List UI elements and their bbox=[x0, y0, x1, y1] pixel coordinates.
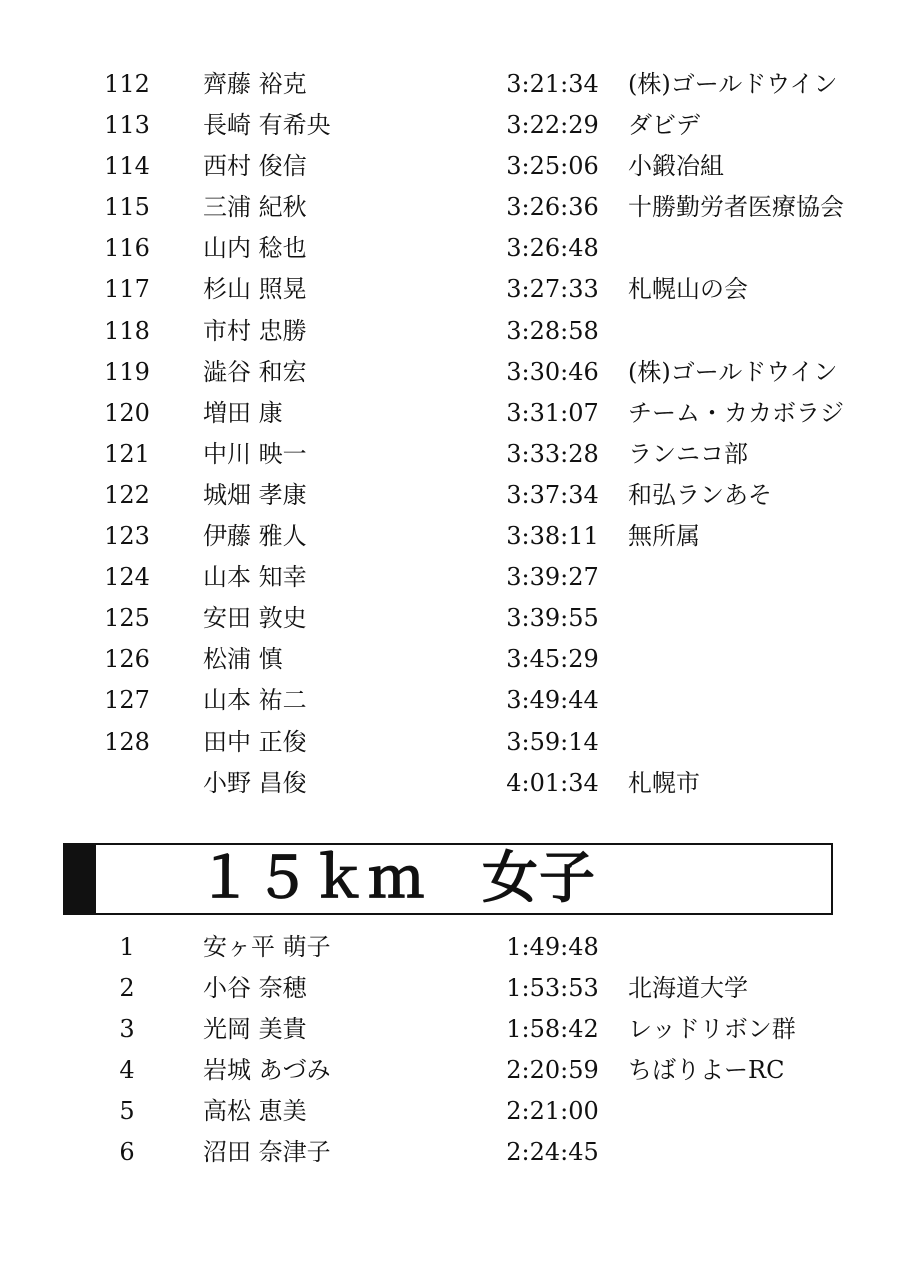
time-cell: 3:22:29 bbox=[506, 111, 599, 140]
rank-cell: 125 bbox=[104, 604, 150, 633]
rank-cell: 127 bbox=[104, 686, 150, 715]
result-row bbox=[0, 105, 900, 146]
name-cell: 安田 敦史 bbox=[203, 604, 307, 633]
name-cell: 高松 恵美 bbox=[203, 1097, 307, 1126]
time-cell: 3:26:48 bbox=[506, 234, 599, 263]
name-cell: 田中 正俊 bbox=[203, 727, 307, 756]
time-cell: 3:28:58 bbox=[506, 316, 599, 345]
result-row bbox=[0, 1009, 900, 1050]
team-cell: ダビデ bbox=[628, 111, 700, 140]
time-cell: 3:37:34 bbox=[506, 480, 599, 509]
result-row bbox=[0, 968, 900, 1009]
name-cell: 中川 映一 bbox=[203, 439, 307, 468]
result-row bbox=[0, 228, 900, 269]
result-row bbox=[0, 722, 900, 763]
rank-cell: 112 bbox=[104, 70, 150, 98]
result-row bbox=[0, 269, 900, 310]
time-cell: 3:59:14 bbox=[506, 727, 599, 756]
result-row bbox=[0, 434, 900, 475]
rank-cell: 126 bbox=[104, 645, 150, 674]
rank-cell: 122 bbox=[104, 480, 150, 509]
team-cell: 小鍛冶組 bbox=[628, 152, 724, 181]
rank-cell: 114 bbox=[104, 152, 150, 181]
rank-cell: 120 bbox=[104, 398, 150, 427]
result-row bbox=[0, 146, 900, 187]
time-cell: 3:21:34 bbox=[506, 70, 599, 98]
team-cell: チーム・カカボラジ bbox=[628, 398, 844, 427]
result-row bbox=[0, 598, 900, 639]
time-cell: 3:30:46 bbox=[506, 357, 599, 386]
time-cell: 3:33:28 bbox=[506, 439, 599, 468]
result-row bbox=[0, 311, 900, 352]
rank-cell: 4 bbox=[119, 1056, 135, 1085]
name-cell: 小野 昌俊 bbox=[203, 768, 307, 797]
name-cell: 三浦 紀秋 bbox=[203, 193, 307, 222]
name-cell: 山本 祐二 bbox=[203, 686, 307, 715]
name-cell: 岩城 あづみ bbox=[203, 1056, 331, 1085]
time-cell: 3:25:06 bbox=[506, 152, 599, 181]
name-cell: 西村 俊信 bbox=[203, 152, 307, 181]
time-cell: 2:24:45 bbox=[506, 1138, 599, 1167]
result-row bbox=[0, 516, 900, 557]
rank-cell: 3 bbox=[119, 1015, 135, 1044]
name-cell: 松浦 慎 bbox=[203, 645, 283, 674]
rank-cell: 121 bbox=[104, 439, 150, 468]
name-cell: 小谷 奈穂 bbox=[203, 974, 307, 1003]
result-row bbox=[0, 557, 900, 598]
result-row bbox=[0, 1050, 900, 1091]
rank-cell: 116 bbox=[104, 234, 150, 263]
team-cell: 北海道大学 bbox=[628, 974, 748, 1003]
time-cell: 2:20:59 bbox=[506, 1056, 599, 1085]
time-cell: 1:58:42 bbox=[506, 1015, 599, 1044]
rank-cell: 123 bbox=[104, 522, 150, 551]
time-cell: 1:49:48 bbox=[506, 933, 599, 961]
name-cell: 城畑 孝康 bbox=[203, 480, 307, 509]
header-accent-bar bbox=[65, 845, 96, 913]
name-cell: 伊藤 雅人 bbox=[203, 522, 307, 551]
rank-cell: 115 bbox=[104, 193, 150, 222]
result-row bbox=[0, 763, 900, 804]
men-results-list bbox=[0, 64, 900, 804]
result-row bbox=[0, 1091, 900, 1132]
rank-cell: 124 bbox=[104, 563, 150, 592]
team-cell: 札幌市 bbox=[628, 768, 700, 797]
team-cell: (株)ゴールドウイン bbox=[628, 357, 838, 386]
rank-cell: 5 bbox=[119, 1097, 135, 1126]
name-cell: 沼田 奈津子 bbox=[203, 1138, 331, 1167]
rank-cell: 113 bbox=[104, 111, 150, 140]
name-cell: 杉山 照晃 bbox=[203, 275, 307, 304]
time-cell: 3:45:29 bbox=[506, 645, 599, 674]
time-cell: 3:39:27 bbox=[506, 563, 599, 592]
time-cell: 3:38:11 bbox=[506, 522, 599, 551]
team-cell: 和弘ランあそ bbox=[628, 480, 772, 509]
team-cell: ちばりよーRC bbox=[628, 1056, 785, 1085]
name-cell: 澁谷 和宏 bbox=[203, 357, 307, 386]
rank-cell: 2 bbox=[119, 974, 135, 1003]
result-row bbox=[0, 187, 900, 228]
result-row bbox=[0, 639, 900, 680]
result-row bbox=[0, 352, 900, 393]
time-cell: 3:26:36 bbox=[506, 193, 599, 222]
team-cell: 無所属 bbox=[628, 522, 700, 551]
women-results-list bbox=[0, 927, 900, 1174]
team-cell: ランニコ部 bbox=[628, 439, 748, 468]
name-cell: 増田 康 bbox=[203, 398, 283, 427]
result-row bbox=[0, 927, 900, 968]
name-cell: 山内 稔也 bbox=[203, 234, 307, 263]
result-row bbox=[0, 680, 900, 721]
name-cell: 齊藤 裕克 bbox=[203, 70, 307, 98]
rank-cell: 1 bbox=[119, 933, 135, 961]
team-cell: (株)ゴールドウイン bbox=[628, 70, 838, 98]
time-cell: 4:01:34 bbox=[506, 768, 599, 797]
rank-cell: 117 bbox=[104, 275, 150, 304]
name-cell: 市村 忠勝 bbox=[203, 316, 307, 345]
section-title: １５ｋｍ 女子 bbox=[197, 846, 596, 911]
result-row bbox=[0, 393, 900, 434]
rank-cell: 6 bbox=[119, 1138, 135, 1167]
section-header-15km-women bbox=[63, 843, 833, 915]
time-cell: 3:49:44 bbox=[506, 686, 599, 715]
result-row bbox=[0, 64, 900, 105]
name-cell: 山本 知幸 bbox=[203, 563, 307, 592]
team-cell: 札幌山の会 bbox=[628, 275, 748, 304]
name-cell: 安ヶ平 萌子 bbox=[203, 933, 331, 961]
rank-cell: 118 bbox=[104, 316, 150, 345]
time-cell: 3:31:07 bbox=[506, 398, 599, 427]
result-row bbox=[0, 475, 900, 516]
time-cell: 3:39:55 bbox=[506, 604, 599, 633]
time-cell: 3:27:33 bbox=[506, 275, 599, 304]
rank-cell: 119 bbox=[104, 357, 150, 386]
name-cell: 光岡 美貴 bbox=[203, 1015, 307, 1044]
rank-cell: 128 bbox=[104, 727, 150, 756]
name-cell: 長崎 有希央 bbox=[203, 111, 331, 140]
team-cell: レッドリボン群 bbox=[628, 1015, 796, 1044]
team-cell: 十勝勤労者医療協会 bbox=[628, 193, 844, 222]
time-cell: 2:21:00 bbox=[506, 1097, 599, 1126]
time-cell: 1:53:53 bbox=[506, 974, 599, 1003]
result-row bbox=[0, 1132, 900, 1173]
